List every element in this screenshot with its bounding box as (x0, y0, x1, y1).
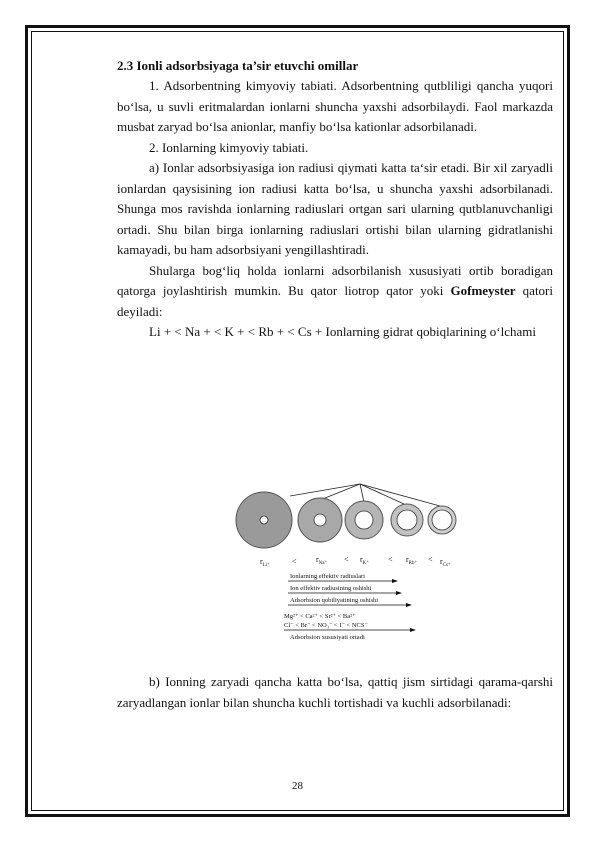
arrow-label-radius-increase: Ion effektiv radiusining oshishi (290, 585, 372, 592)
li-ion-shell (236, 492, 292, 548)
paragraph-ion-nature: 2. Ionlarning kimyoviy tabiati. (149, 139, 309, 155)
k-ion-shell (345, 501, 383, 539)
lt-sign: < (388, 555, 393, 564)
lt-sign: < (292, 557, 297, 566)
r-na-label: $r_{Na^+}$ (316, 555, 328, 566)
paragraph-lyotropic-series (117, 261, 553, 323)
page-content (117, 56, 553, 75)
paragraph-ion-radius: a) Ionlar adsorbsiyasiga ion radiusi qiymati katta ta‘sir etadi. Bir xil zaryadli ionlardan qaysisining ion radiusi katta bo‘lsa, u shuncha yaxshi adsorbilanadi. Shunga mos ravishda ionlarning radiuslari ortgan sari ularning qutblanuvchanligi ortadi. Shu bilan birga ionlarning radiuslari ortishi bilan ularning gidratlanishi kamayadi, bu ham adsorbsiyani yengillashtiradi. (117, 160, 553, 257)
r-rb-label: $r_{Rb^+}$ (406, 555, 418, 566)
lyotropic-end: qatori deyiladi: (117, 283, 553, 319)
lyotropic-text: Shularga bog‘liq holda ionlarni adsorbilanish xususiyati ortib boradigan qatorga joylashtirish mumkin. Bu qator liotrop qator yoki (117, 262, 553, 298)
section-heading: 2.3 Ionli adsorbsiyaga ta’sir etuvchi omillar (117, 58, 359, 73)
arrow-label-adsorption-rises: Adsorbsion xususiyati ortadi (290, 634, 365, 641)
radius-labels (260, 555, 451, 568)
ion-hydration-figure (232, 482, 464, 644)
anion-series: Cl⁻ < Br⁻ < NO₃⁻ < I⁻ < NCS⁻ (284, 622, 368, 629)
r-cs-label: $r_{Cs^+}$ (440, 557, 451, 568)
arrow-label-adsorption-increase: Adsorbsion qobiliyatining oshishi (290, 597, 379, 604)
lt-sign: < (344, 555, 349, 564)
arrow-label-effective-radius: Ionlarning effektiv radiuslari (290, 573, 365, 580)
gofmeyster-term: Gofmeyster (450, 283, 516, 298)
lt-sign: < (428, 555, 433, 564)
divalent-cation-series: Mg²⁺ < Ca²⁺ < Sr²⁺ < Ba²⁺ (284, 613, 356, 620)
trend-arrows (284, 573, 416, 641)
page-number: 28 (292, 780, 303, 792)
body-text (117, 76, 553, 343)
cs-ion-shell (428, 506, 456, 534)
r-li-label: $r_{Li^+}$ (260, 557, 270, 568)
r-k-label: $r_{K^+}$ (360, 555, 369, 566)
paragraph-cation-series: Li + < Na + < K + < Rb + < Cs + Ionlarning gidrat qobiqlarining o‘lchami (149, 324, 536, 339)
rb-ion-shell (391, 504, 423, 536)
body-text-after-figure (117, 672, 553, 713)
na-ion-shell (298, 498, 342, 542)
paragraph-adsorbent-nature: 1. Adsorbentning kimyoviy tabiati. Adsorbentning qutbliligi qancha yuqori bo‘lsa, u suvli eritmalardan ionlarni shuncha yaxshi adsorbilaydi. Faol markazda musbat zaryad bo‘lsa anionlar, manfiy bo‘lsa kationlar adsorbilanadi. (117, 78, 553, 134)
paragraph-ion-charge: b) Ionning zaryadi qancha katta bo‘lsa, qattiq jism sirtidagi qarama-qarshi zaryadlangan ionlar bilan shuncha kuchli tortishadi va kuchli adsorbilanadi: (117, 674, 553, 710)
